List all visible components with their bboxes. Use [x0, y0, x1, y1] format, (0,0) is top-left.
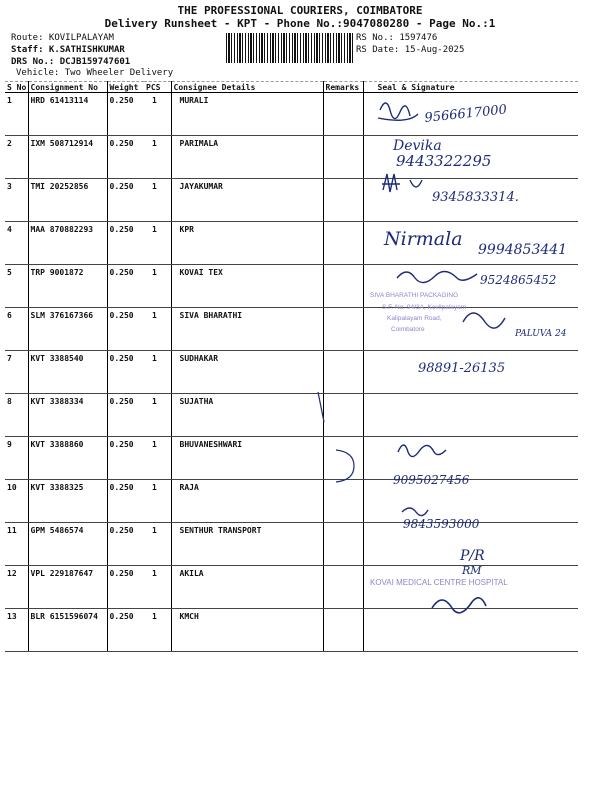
handwriting-r2-name: Devika — [393, 138, 442, 154]
cell-consignment-no: MAA 870882293 — [28, 222, 107, 265]
table-row — [5, 222, 578, 265]
cell-weight: 0.250 — [107, 265, 144, 308]
cell-pcs: 1 — [144, 566, 171, 609]
handwriting-r7: 98891-26135 — [418, 361, 506, 376]
handwriting-r4-name: Nirmala — [384, 228, 463, 250]
cell-consignment-no: KVT 3388334 — [28, 394, 107, 437]
cell-sno: 10 — [5, 480, 28, 523]
cell-sno: 1 — [5, 93, 28, 136]
cell-remarks — [323, 566, 363, 609]
cell-remarks — [323, 480, 363, 523]
cell-remarks — [323, 179, 363, 222]
table-row — [5, 308, 578, 351]
cell-pcs: 1 — [144, 93, 171, 136]
cell-pcs: 1 — [144, 351, 171, 394]
handwriting-r4-phone: 9994853441 — [478, 242, 568, 258]
handwriting-r11: 9843593000 — [403, 517, 480, 531]
cell-consignee: KMCH — [171, 609, 323, 652]
cell-consignee: MURALI — [171, 93, 323, 136]
cell-pcs: 1 — [144, 222, 171, 265]
cell-signature — [363, 351, 578, 394]
cell-consignment-no: GPM 5486574 — [28, 523, 107, 566]
cell-sno: 12 — [5, 566, 28, 609]
cell-consignee: BHUVANESHWARI — [171, 437, 323, 480]
cell-pcs: 1 — [144, 179, 171, 222]
cell-consignee: RAJA — [171, 480, 323, 523]
cell-consignee: KPR — [171, 222, 323, 265]
cell-remarks — [323, 394, 363, 437]
handwriting-r3: 9345833314. — [432, 190, 519, 205]
cell-consignment-no: KVT 3388860 — [28, 437, 107, 480]
cell-signature — [363, 394, 578, 437]
cell-signature — [363, 523, 578, 566]
table-row — [5, 93, 578, 136]
table-row — [5, 437, 578, 480]
cell-pcs: 1 — [144, 480, 171, 523]
cell-consignee: AKILA — [171, 566, 323, 609]
cell-consignment-no: IXM 508712914 — [28, 136, 107, 179]
stamp-r6-line3: Kalipalayam Road, — [387, 315, 442, 322]
cell-pcs: 1 — [144, 394, 171, 437]
table-row — [5, 609, 578, 652]
cell-pcs: 1 — [144, 136, 171, 179]
handwriting-r5: 9524865452 — [480, 273, 557, 287]
cell-weight: 0.250 — [107, 609, 144, 652]
cell-weight: 0.250 — [107, 308, 144, 351]
cell-remarks — [323, 609, 363, 652]
handwriting-r6: PALUVA 24 — [515, 329, 567, 339]
cell-remarks — [323, 136, 363, 179]
cell-weight: 0.250 — [107, 136, 144, 179]
stamp-r6-line4: Coimbatore — [391, 326, 425, 333]
cell-weight: 0.250 — [107, 394, 144, 437]
table-row — [5, 136, 578, 179]
cell-consignment-no: HRD 61413114 — [28, 93, 107, 136]
table-row — [5, 179, 578, 222]
cell-weight: 0.250 — [107, 222, 144, 265]
cell-consignee: KOVAI TEX — [171, 265, 323, 308]
col-header-pcs: PCS — [144, 82, 171, 93]
handwriting-r12: P/R — [460, 548, 485, 564]
company-title: THE PROFESSIONAL COURIERS, COIMBATORE — [177, 4, 423, 17]
table-header-row — [5, 82, 578, 93]
stamp-r6-line1: SIVA BHARATHI PACKAGING — [370, 292, 459, 299]
table-row — [5, 566, 578, 609]
cell-weight: 0.250 — [107, 437, 144, 480]
cell-pcs: 1 — [144, 523, 171, 566]
rs-number: RS No.: 1597476 — [356, 33, 438, 43]
stamp-r6-line2: S.F. No. 94/3A, Kovilpalayam — [382, 304, 467, 311]
cell-pcs: 1 — [144, 308, 171, 351]
cell-sno: 8 — [5, 394, 28, 437]
cell-consignment-no: VPL 229187647 — [28, 566, 107, 609]
cell-pcs: 1 — [144, 609, 171, 652]
cell-weight: 0.250 — [107, 351, 144, 394]
cell-weight: 0.250 — [107, 523, 144, 566]
table-row — [5, 265, 578, 308]
cell-sno: 4 — [5, 222, 28, 265]
cell-pcs: 1 — [144, 265, 171, 308]
cell-signature — [363, 609, 578, 652]
cell-signature — [363, 437, 578, 480]
cell-pcs: 1 — [144, 437, 171, 480]
cell-remarks — [323, 222, 363, 265]
cell-consignment-no: KVT 3388540 — [28, 351, 107, 394]
staff-label: Staff: K.SATHISHKUMAR — [11, 45, 125, 55]
stamp-r13: KOVAI MEDICAL CENTRE HOSPITAL — [370, 578, 508, 587]
cell-weight: 0.250 — [107, 566, 144, 609]
vehicle-label: Vehicle: Two Wheeler Delivery — [16, 68, 174, 78]
handwriting-r1: 9566617000 — [423, 102, 508, 126]
route-label: Route: KOVILPALAYAM — [11, 33, 114, 43]
cell-signature — [363, 480, 578, 523]
table-row — [5, 523, 578, 566]
cell-sno: 6 — [5, 308, 28, 351]
barcode-image — [226, 33, 354, 63]
cell-signature — [363, 265, 578, 308]
cell-signature — [363, 179, 578, 222]
cell-remarks — [323, 93, 363, 136]
table-row — [5, 351, 578, 394]
cell-remarks — [323, 523, 363, 566]
cell-sno: 5 — [5, 265, 28, 308]
col-header-signature: Seal & Signature — [363, 82, 578, 93]
cell-consignee: SUDHAKAR — [171, 351, 323, 394]
cell-consignment-no: KVT 3388325 — [28, 480, 107, 523]
cell-sno: 13 — [5, 609, 28, 652]
col-header-remarks: Remarks — [323, 82, 363, 93]
cell-signature — [363, 93, 578, 136]
cell-weight: 0.250 — [107, 93, 144, 136]
cell-consignee: SENTHUR TRANSPORT — [171, 523, 323, 566]
rs-date: RS Date: 15-Aug-2025 — [356, 45, 465, 55]
drs-number: DRS No.: DCJB159747601 — [11, 57, 131, 67]
cell-signature — [363, 308, 578, 351]
handwriting-r2-phone: 9443322295 — [396, 152, 492, 170]
col-header-weight: Weight — [107, 82, 144, 93]
cell-remarks — [323, 437, 363, 480]
runsheet-subtitle: Delivery Runsheet - KPT - Phone No.:9047080280 - Page No.:1 — [104, 17, 496, 30]
cell-consignment-no: SLM 376167366 — [28, 308, 107, 351]
cell-consignment-no: TMI 20252856 — [28, 179, 107, 222]
cell-weight: 0.250 — [107, 480, 144, 523]
cell-remarks — [323, 351, 363, 394]
col-header-sno: S No — [7, 82, 27, 92]
cell-remarks — [323, 265, 363, 308]
cell-sno: 7 — [5, 351, 28, 394]
cell-consignment-no: TRP 9001872 — [28, 265, 107, 308]
cell-weight: 0.250 — [107, 179, 144, 222]
table-row — [5, 480, 578, 523]
cell-signature — [363, 136, 578, 179]
table-row — [5, 394, 578, 437]
cell-signature — [363, 222, 578, 265]
handwriting-r10: 9095027456 — [393, 473, 470, 487]
cell-consignee: SIVA BHARATHI — [171, 308, 323, 351]
cell-consignee: PARIMALA — [171, 136, 323, 179]
col-header-consignee: Consignee Details — [171, 82, 323, 93]
runsheet-table — [5, 81, 578, 652]
cell-sno: 9 — [5, 437, 28, 480]
col-header-consignment: Consignment No — [28, 82, 107, 93]
cell-sno: 3 — [5, 179, 28, 222]
handwriting-r12b: RM — [462, 564, 482, 577]
cell-remarks — [323, 308, 363, 351]
cell-sno: 11 — [5, 523, 28, 566]
cell-consignment-no: BLR 6151596074 — [28, 609, 107, 652]
cell-consignee: SUJATHA — [171, 394, 323, 437]
cell-signature — [363, 566, 578, 609]
cell-consignee: JAYAKUMAR — [171, 179, 323, 222]
cell-sno: 2 — [5, 136, 28, 179]
